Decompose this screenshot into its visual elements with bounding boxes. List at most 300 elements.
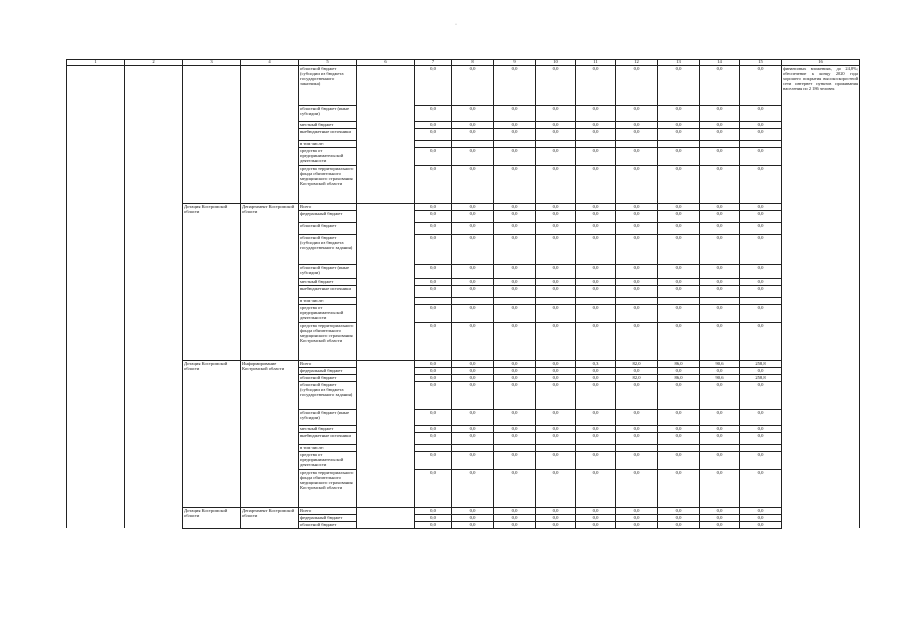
value-cell: 0,0 bbox=[576, 367, 616, 374]
value-cell: 0,0 bbox=[415, 374, 452, 381]
value-cell: 0,0 bbox=[415, 278, 452, 285]
source-label: областной бюджет (субсидии из бюджета государственного задания) bbox=[299, 381, 357, 409]
value-cell: 0,0 bbox=[494, 469, 536, 507]
value-cell: 0,0 bbox=[415, 409, 452, 425]
value-cell: 0,0 bbox=[616, 165, 658, 203]
value-cell: 0,0 bbox=[658, 203, 700, 210]
value-cell: 82,0 bbox=[616, 360, 658, 367]
value-cell: 0,0 bbox=[700, 469, 740, 507]
value-cell: 0,0 bbox=[536, 521, 576, 528]
column-number: 15 bbox=[740, 60, 782, 66]
value-cell: 0,0 bbox=[658, 367, 700, 374]
source-label: местный бюджет bbox=[299, 425, 357, 432]
value-cell: 0,0 bbox=[616, 304, 658, 322]
value-cell: 0,0 bbox=[616, 432, 658, 444]
value-cell: 0,0 bbox=[576, 278, 616, 285]
value-cell: 0,0 bbox=[452, 425, 494, 432]
value-cell: 0,0 bbox=[536, 425, 576, 432]
value-cell bbox=[536, 297, 576, 304]
value-cell bbox=[452, 444, 494, 451]
source-label: в том числе: bbox=[299, 297, 357, 304]
value-cell: 86,0 bbox=[658, 360, 700, 367]
value-cell: 0,0 bbox=[700, 322, 740, 360]
value-cell: 0,0 bbox=[536, 210, 576, 222]
source-label: внебюджетные источники bbox=[299, 285, 357, 297]
source-label: Всего bbox=[299, 507, 357, 514]
value-cell: 0,0 bbox=[740, 409, 782, 425]
value-cell: 0,0 bbox=[616, 222, 658, 234]
value-cell: 0,0 bbox=[658, 409, 700, 425]
value-cell: 0,0 bbox=[700, 165, 740, 203]
source-label: средства от предпринимательской деятельности bbox=[299, 147, 357, 165]
value-cell bbox=[576, 140, 616, 147]
value-cell: 0,0 bbox=[616, 469, 658, 507]
value-cell: 0,0 bbox=[536, 304, 576, 322]
value-cell: 0,0 bbox=[536, 165, 576, 203]
value-cell: 0,0 bbox=[576, 121, 616, 128]
empty-cell bbox=[357, 507, 415, 528]
value-cell: 0,0 bbox=[616, 128, 658, 140]
value-cell: 0,0 bbox=[536, 234, 576, 264]
value-cell: 86,0 bbox=[658, 374, 700, 381]
value-cell: 0,0 bbox=[494, 105, 536, 121]
value-cell: 0,0 bbox=[536, 278, 576, 285]
value-cell: 0,0 bbox=[616, 507, 658, 514]
value-cell: 0,0 bbox=[658, 128, 700, 140]
value-cell: 0,0 bbox=[536, 432, 576, 444]
empty-cell bbox=[357, 65, 415, 203]
source-label: внебюджетные источники bbox=[299, 432, 357, 444]
source-label: Всего bbox=[299, 203, 357, 210]
value-cell: 0,0 bbox=[658, 234, 700, 264]
value-cell: 0,0 bbox=[536, 507, 576, 514]
value-cell: 0,0 bbox=[576, 203, 616, 210]
value-cell: 0,0 bbox=[740, 367, 782, 374]
value-cell: 0,0 bbox=[576, 425, 616, 432]
value-cell: 0,0 bbox=[452, 128, 494, 140]
value-cell: 0,0 bbox=[415, 121, 452, 128]
value-cell: 0,0 bbox=[740, 222, 782, 234]
value-cell: 0,0 bbox=[452, 322, 494, 360]
value-cell: 0,0 bbox=[740, 381, 782, 409]
source-label: областной бюджет bbox=[299, 222, 357, 234]
value-cell: 0,0 bbox=[700, 367, 740, 374]
value-cell: 0,0 bbox=[415, 285, 452, 297]
value-cell: 0,0 bbox=[415, 469, 452, 507]
value-cell: 0,0 bbox=[452, 409, 494, 425]
value-cell: 0,0 bbox=[658, 469, 700, 507]
col-1-cell bbox=[67, 65, 125, 528]
value-cell: 0,0 bbox=[616, 105, 658, 121]
value-cell bbox=[700, 297, 740, 304]
value-cell bbox=[415, 297, 452, 304]
value-cell: 0,0 bbox=[494, 432, 536, 444]
value-cell: 0,0 bbox=[536, 451, 576, 469]
value-cell: 0,0 bbox=[494, 278, 536, 285]
value-cell: 0,0 bbox=[494, 147, 536, 165]
value-cell: 0,0 bbox=[536, 128, 576, 140]
value-cell: 0,0 bbox=[452, 105, 494, 121]
value-cell bbox=[576, 297, 616, 304]
value-cell: 0,0 bbox=[658, 514, 700, 521]
value-cell: 0,0 bbox=[452, 121, 494, 128]
value-cell: 0,0 bbox=[658, 451, 700, 469]
value-cell: 0,0 bbox=[415, 322, 452, 360]
source-label: областной бюджет (субсидии из бюджета государственного заказчика) bbox=[299, 65, 357, 105]
value-cell: 0,0 bbox=[452, 432, 494, 444]
value-cell: 0,0 bbox=[658, 304, 700, 322]
source-label: областной бюджет bbox=[299, 521, 357, 528]
value-cell: 0,0 bbox=[658, 165, 700, 203]
value-cell: 0,0 bbox=[452, 367, 494, 374]
source-label: средства территориального фонда обязательного медицинского страхования Костромской области bbox=[299, 322, 357, 360]
value-cell: 0,0 bbox=[700, 147, 740, 165]
value-cell: 0,0 bbox=[415, 105, 452, 121]
source-label: местный бюджет bbox=[299, 278, 357, 285]
value-cell: 0,0 bbox=[576, 507, 616, 514]
value-cell: 0,0 bbox=[658, 121, 700, 128]
source-label: областной бюджет (иные субсидии) bbox=[299, 105, 357, 121]
value-cell: 0,0 bbox=[452, 222, 494, 234]
value-cell: 0,0 bbox=[536, 65, 576, 105]
value-cell: 0,0 bbox=[452, 278, 494, 285]
value-cell: 0,0 bbox=[740, 210, 782, 222]
value-cell: 0,0 bbox=[536, 367, 576, 374]
value-cell: 0,0 bbox=[452, 165, 494, 203]
source-label: в том числе: bbox=[299, 444, 357, 451]
value-cell: 0,0 bbox=[740, 105, 782, 121]
value-cell: 0,0 bbox=[536, 121, 576, 128]
value-cell: 0,0 bbox=[576, 432, 616, 444]
value-cell: 0,0 bbox=[700, 409, 740, 425]
value-cell: 0,0 bbox=[616, 425, 658, 432]
value-cell bbox=[576, 444, 616, 451]
source-label: средства территориального фонда обязательного медицинского страхования Костромской области bbox=[299, 469, 357, 507]
value-cell: 0,0 bbox=[576, 165, 616, 203]
value-cell: 0,0 bbox=[415, 514, 452, 521]
value-cell: 0,0 bbox=[494, 409, 536, 425]
value-cell: 0,0 bbox=[616, 278, 658, 285]
value-cell bbox=[740, 444, 782, 451]
value-cell: 0,0 bbox=[452, 469, 494, 507]
source-label: средства от предпринимательской деятельности bbox=[299, 451, 357, 469]
value-cell: 0,0 bbox=[536, 381, 576, 409]
value-cell: 0,0 bbox=[740, 469, 782, 507]
value-cell: 0,0 bbox=[700, 128, 740, 140]
empty-cell bbox=[357, 203, 415, 360]
value-cell bbox=[658, 444, 700, 451]
column-number: 14 bbox=[700, 60, 740, 66]
source-label: Всего bbox=[299, 360, 357, 367]
value-cell: 0,0 bbox=[700, 278, 740, 285]
value-cell: 0,0 bbox=[616, 210, 658, 222]
source-label: областной бюджет bbox=[299, 374, 357, 381]
value-cell: 0,0 bbox=[452, 65, 494, 105]
value-cell: 0,0 bbox=[700, 264, 740, 278]
value-cell: 0,0 bbox=[536, 203, 576, 210]
value-cell bbox=[452, 140, 494, 147]
value-cell: 0,0 bbox=[494, 507, 536, 514]
value-cell: 0,0 bbox=[415, 507, 452, 514]
value-cell: 0,0 bbox=[700, 203, 740, 210]
source-label: федеральный бюджет bbox=[299, 210, 357, 222]
source-label: федеральный бюджет bbox=[299, 514, 357, 521]
value-cell: 0,0 bbox=[452, 304, 494, 322]
value-cell: 0,0 bbox=[658, 507, 700, 514]
value-cell: 0,0 bbox=[415, 222, 452, 234]
value-cell: 90,6 bbox=[700, 374, 740, 381]
value-cell: 0,0 bbox=[536, 222, 576, 234]
value-cell: 0,0 bbox=[536, 409, 576, 425]
value-cell: 0,0 bbox=[415, 360, 452, 367]
value-cell bbox=[452, 297, 494, 304]
column-number: 4 bbox=[241, 60, 299, 66]
value-cell: 0,0 bbox=[740, 514, 782, 521]
value-cell: 82,0 bbox=[616, 374, 658, 381]
value-cell: 0,0 bbox=[616, 521, 658, 528]
value-cell: 0,0 bbox=[452, 507, 494, 514]
value-cell: 258,8 bbox=[740, 374, 782, 381]
value-cell: 0,0 bbox=[415, 381, 452, 409]
value-cell: 0,0 bbox=[658, 210, 700, 222]
value-cell: 0,0 bbox=[494, 367, 536, 374]
value-cell: 0,0 bbox=[536, 374, 576, 381]
empty-cell bbox=[357, 360, 415, 507]
value-cell: 0,0 bbox=[700, 304, 740, 322]
program-cell: Дотация Костромской области bbox=[183, 203, 241, 360]
value-cell: 0,0 bbox=[616, 381, 658, 409]
value-cell: 0,0 bbox=[740, 264, 782, 278]
value-cell: 0,0 bbox=[415, 165, 452, 203]
value-cell bbox=[700, 444, 740, 451]
value-cell: 0,0 bbox=[700, 222, 740, 234]
table-row bbox=[67, 360, 860, 367]
value-cell: 0,0 bbox=[740, 521, 782, 528]
value-cell: 0,0 bbox=[452, 210, 494, 222]
value-cell: 0,0 bbox=[616, 121, 658, 128]
value-cell: 0,0 bbox=[576, 128, 616, 140]
value-cell: 0,0 bbox=[452, 381, 494, 409]
value-cell: 0,0 bbox=[616, 451, 658, 469]
source-label: областной бюджет (иные субсидии) bbox=[299, 264, 357, 278]
value-cell: 0,0 bbox=[658, 105, 700, 121]
value-cell: 0,0 bbox=[415, 203, 452, 210]
value-cell: 0,0 bbox=[616, 322, 658, 360]
value-cell bbox=[740, 140, 782, 147]
value-cell: 0,0 bbox=[452, 285, 494, 297]
value-cell: 0,0 bbox=[700, 234, 740, 264]
value-cell: 0,0 bbox=[576, 514, 616, 521]
value-cell: 0,0 bbox=[616, 65, 658, 105]
value-cell: 0,0 bbox=[415, 65, 452, 105]
value-cell: 0,0 bbox=[494, 65, 536, 105]
value-cell: 0,0 bbox=[415, 367, 452, 374]
value-cell: 0,0 bbox=[536, 322, 576, 360]
value-cell: 0,0 bbox=[576, 285, 616, 297]
value-cell: 0,0 bbox=[740, 278, 782, 285]
value-cell: 0,0 bbox=[740, 203, 782, 210]
source-label: внебюджетные источники bbox=[299, 128, 357, 140]
source-label: в том числе: bbox=[299, 140, 357, 147]
value-cell: 0,0 bbox=[452, 521, 494, 528]
value-cell bbox=[415, 140, 452, 147]
value-cell: 0,0 bbox=[740, 451, 782, 469]
value-cell: 0,0 bbox=[700, 121, 740, 128]
value-cell: 0,0 bbox=[494, 425, 536, 432]
value-cell: 0,0 bbox=[740, 322, 782, 360]
value-cell: 0,0 bbox=[576, 304, 616, 322]
value-cell: 0,0 bbox=[576, 222, 616, 234]
value-cell: 0,0 bbox=[658, 521, 700, 528]
value-cell: 0,0 bbox=[494, 165, 536, 203]
value-cell: 0,0 bbox=[494, 360, 536, 367]
value-cell: 0,0 bbox=[700, 451, 740, 469]
value-cell: 0,0 bbox=[740, 165, 782, 203]
value-cell: 0,0 bbox=[415, 264, 452, 278]
value-cell: 0,0 bbox=[494, 322, 536, 360]
value-cell: 0,0 bbox=[452, 203, 494, 210]
value-cell: 0,0 bbox=[740, 507, 782, 514]
value-cell: 0,0 bbox=[576, 521, 616, 528]
value-cell bbox=[494, 297, 536, 304]
value-cell: 0,0 bbox=[576, 105, 616, 121]
value-cell: 0,0 bbox=[616, 514, 658, 521]
value-cell bbox=[616, 140, 658, 147]
value-cell: 0,0 bbox=[700, 381, 740, 409]
value-cell: 0,0 bbox=[658, 425, 700, 432]
value-cell: 0,0 bbox=[700, 432, 740, 444]
value-cell: 0,0 bbox=[740, 234, 782, 264]
value-cell: 0,0 bbox=[494, 121, 536, 128]
value-cell: 0,0 bbox=[576, 451, 616, 469]
source-label: средства от предпринимательской деятельности bbox=[299, 304, 357, 322]
column-number: 10 bbox=[536, 60, 576, 66]
value-cell: 0,0 bbox=[536, 147, 576, 165]
value-cell: 0,0 bbox=[576, 264, 616, 278]
value-cell: 0,0 bbox=[740, 425, 782, 432]
value-cell: 0,0 bbox=[700, 425, 740, 432]
program-cell: Дотация Костромской области bbox=[183, 507, 241, 528]
column-number: 12 bbox=[616, 60, 658, 66]
value-cell: 0,0 bbox=[494, 514, 536, 521]
value-cell: 0,0 bbox=[700, 210, 740, 222]
value-cell: 0,0 bbox=[415, 432, 452, 444]
value-cell: 0,0 bbox=[415, 234, 452, 264]
value-cell bbox=[494, 140, 536, 147]
result-note: финансовых вложениях, до 24,8%; обеспечение к концу 2020 года хорошего покрытия высокоскоростной сети интернет пунктов проживания населения по 2 186 человек bbox=[782, 65, 860, 528]
column-number: 1 bbox=[67, 60, 125, 66]
value-cell: 0,0 bbox=[415, 304, 452, 322]
column-number: 5 bbox=[299, 60, 357, 66]
program-cell bbox=[183, 65, 241, 203]
value-cell: 0,0 bbox=[494, 203, 536, 210]
funding-table bbox=[66, 59, 860, 529]
value-cell: 0,0 bbox=[494, 451, 536, 469]
column-number: 7 bbox=[415, 60, 452, 66]
value-cell bbox=[616, 297, 658, 304]
value-cell: 0,0 bbox=[576, 374, 616, 381]
source-label: областной бюджет (субсидии из бюджета государственного задания) bbox=[299, 234, 357, 264]
value-cell: 0,0 bbox=[494, 128, 536, 140]
value-cell: 0,0 bbox=[658, 285, 700, 297]
value-cell: 0,0 bbox=[616, 234, 658, 264]
value-cell: 0,0 bbox=[494, 285, 536, 297]
value-cell: 0,0 bbox=[415, 128, 452, 140]
value-cell: 0,0 bbox=[740, 432, 782, 444]
value-cell: 0,0 bbox=[452, 264, 494, 278]
value-cell: 0,0 bbox=[658, 381, 700, 409]
value-cell: 0,0 bbox=[494, 381, 536, 409]
value-cell: 0,0 bbox=[700, 65, 740, 105]
value-cell: 0,0 bbox=[452, 374, 494, 381]
value-cell: 0,0 bbox=[700, 514, 740, 521]
value-cell: 0,0 bbox=[700, 285, 740, 297]
value-cell: 0,0 bbox=[494, 304, 536, 322]
value-cell: 0,0 bbox=[576, 65, 616, 105]
program-cell: Дотация Костромской области bbox=[183, 360, 241, 507]
value-cell: 0,0 bbox=[658, 322, 700, 360]
value-cell bbox=[536, 444, 576, 451]
column-number: 11 bbox=[576, 60, 616, 66]
value-cell: 0,0 bbox=[658, 278, 700, 285]
value-cell: 0,0 bbox=[494, 264, 536, 278]
column-number: 13 bbox=[658, 60, 700, 66]
value-cell: 0,0 bbox=[576, 234, 616, 264]
value-cell: 0,3 bbox=[576, 360, 616, 367]
value-cell: 0,0 bbox=[616, 203, 658, 210]
column-number: 9 bbox=[494, 60, 536, 66]
value-cell: 0,0 bbox=[740, 121, 782, 128]
value-cell: 0,0 bbox=[452, 360, 494, 367]
source-label: областной бюджет (иные субсидии) bbox=[299, 409, 357, 425]
value-cell: 0,0 bbox=[494, 374, 536, 381]
table-row bbox=[67, 65, 860, 105]
table-row bbox=[67, 507, 860, 514]
column-number: 6 bbox=[357, 60, 415, 66]
source-label: федеральный бюджет bbox=[299, 367, 357, 374]
value-cell: 0,0 bbox=[494, 521, 536, 528]
value-cell: 0,0 bbox=[452, 147, 494, 165]
value-cell bbox=[415, 444, 452, 451]
value-cell: 0,0 bbox=[536, 105, 576, 121]
value-cell: 0,0 bbox=[415, 451, 452, 469]
value-cell: 0,0 bbox=[536, 469, 576, 507]
value-cell: 0,0 bbox=[616, 409, 658, 425]
value-cell: 0,0 bbox=[700, 507, 740, 514]
value-cell: 0,0 bbox=[536, 514, 576, 521]
value-cell: 0,0 bbox=[576, 409, 616, 425]
value-cell bbox=[740, 297, 782, 304]
column-number: 3 bbox=[183, 60, 241, 66]
value-cell: 258,8 bbox=[740, 360, 782, 367]
value-cell bbox=[616, 444, 658, 451]
executor-cell: Департамент Костромской области bbox=[241, 507, 299, 528]
value-cell: 0,0 bbox=[616, 285, 658, 297]
value-cell: 0,0 bbox=[452, 451, 494, 469]
value-cell: 0,0 bbox=[494, 222, 536, 234]
page-mark: · bbox=[455, 22, 457, 28]
value-cell: 0,0 bbox=[576, 210, 616, 222]
value-cell: 0,0 bbox=[616, 367, 658, 374]
value-cell bbox=[494, 444, 536, 451]
source-label: местный бюджет bbox=[299, 121, 357, 128]
value-cell: 0,0 bbox=[536, 264, 576, 278]
value-cell: 0,0 bbox=[452, 234, 494, 264]
column-number: 8 bbox=[452, 60, 494, 66]
value-cell: 0,0 bbox=[452, 514, 494, 521]
value-cell: 0,0 bbox=[494, 210, 536, 222]
value-cell: 0,0 bbox=[740, 285, 782, 297]
